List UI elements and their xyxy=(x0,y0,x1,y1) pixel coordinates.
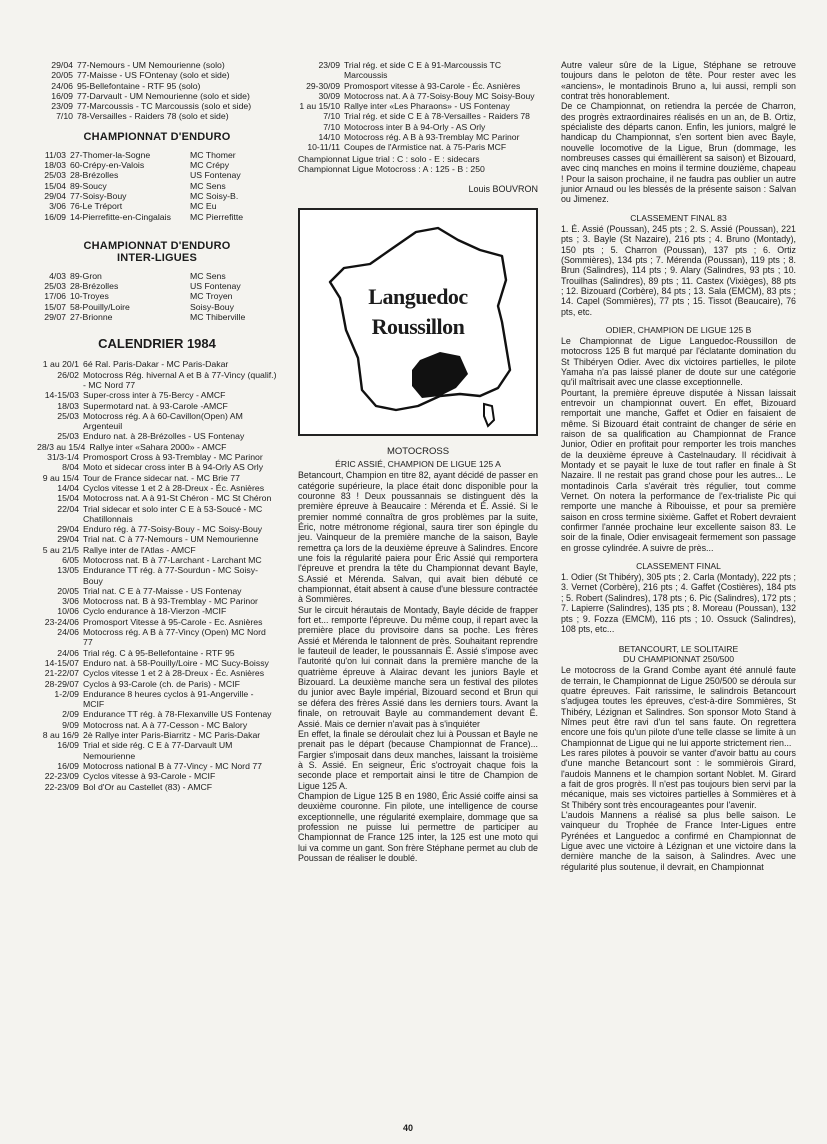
row-text: 77-Darvault - UM Nemourienne (solo et side) xyxy=(77,90,250,101)
row-event: 77-Soisy-Bouy xyxy=(70,190,127,201)
schedule-row xyxy=(37,534,277,544)
schedule-row xyxy=(37,679,277,689)
row-date: 2/09 xyxy=(62,709,79,720)
row-text: Trial nat. C à 77-Nemours - UM Nemourienne xyxy=(83,534,259,545)
row-date: 29-30/09 xyxy=(306,80,340,91)
row-text: Cyclos à 93-Carole (ch. de Paris) - MCIF xyxy=(83,678,240,689)
row-club: Soisy-Bouy xyxy=(190,301,234,312)
schedule-row xyxy=(37,689,277,710)
schedule-row xyxy=(37,101,277,111)
row-event: 89-Gron xyxy=(70,270,102,281)
betancourt-article xyxy=(561,665,796,872)
legend-note xyxy=(298,154,538,175)
row-date: 15/04 xyxy=(44,180,66,191)
row-date: 6/05 xyxy=(62,554,79,565)
row-date: 16/09 xyxy=(44,211,66,222)
odier-title: ODIER, CHAMPION DE LIGUE 125 B xyxy=(605,324,752,335)
row-date: 10/06 xyxy=(57,606,79,617)
row-text: Endurance 8 heures cyclos à 91-Angerville - MCIF xyxy=(83,688,254,710)
row-text: Promosport Cross à 93-Tremblay - MC Parinor xyxy=(83,452,263,463)
row-date: 10-11/11 xyxy=(307,142,340,153)
schedule-row xyxy=(37,617,277,627)
row-date: 29/04 xyxy=(57,534,79,545)
betancourt-paragraph: Le motocross de la Grand Combe ayant été annulé faute de terrain, le Championnat de Ligue 250/500 se déroula sur quatre épreuves. Fait rarissime, le salindrois Betancourt s'adjugea toutes les épreuves, c'est-à-dire Sommières, St Thibéry, Lézignan et Salindres. Son sponsor Moto Stand à Nîmes peut être ravi d'un tel sans faute. On regrettera encore une fois qu'un pilote d'une telle classe se limite à un Championnat de Ligue qui ne lui apporte strictement rien... xyxy=(561,665,796,748)
row-date: 23/09 xyxy=(318,60,340,70)
inter-ligues-schedule-list xyxy=(37,271,277,322)
row-club: US Fontenay xyxy=(190,170,241,181)
row-date: 5 au 21/5 xyxy=(42,544,79,555)
schedule-row xyxy=(37,782,277,792)
schedule-row xyxy=(37,201,277,211)
row-date: 29/04 xyxy=(44,190,66,201)
row-date: 23/09 xyxy=(51,101,73,112)
page-number: 40 xyxy=(403,1123,414,1133)
schedule-row xyxy=(37,60,277,70)
row-text: Supermotard nat. à 93-Carole -AMCF xyxy=(83,400,228,411)
row-date: 14-15/07 xyxy=(44,657,79,668)
row-date: 7/10 xyxy=(323,121,340,132)
schedule-row xyxy=(37,359,277,369)
row-text: Trial et side rég. C E à 77-Darvault UM Nemourienne xyxy=(83,740,233,761)
row-text: Promosport Vitesse à 95-Carole - Ec. Asnières xyxy=(83,616,263,627)
schedule-row xyxy=(37,70,277,80)
author-signature: Louis BOUVRON xyxy=(468,184,538,195)
row-text: Enduro rég. à 77-Soisy-Bouy - MC Soisy-Bouy xyxy=(83,524,263,535)
row-text: Moto et sidecar cross inter B à 94-Orly AS Orly xyxy=(83,462,264,473)
intro-paragraph: De ce Championnat, on retiendra la percée de Charron, des progrès extraordinaires réalisés en un an, de B. Ortiz, spécialiste des départs canon. Enfin, les juniors, malgré le handicap du Championnat, s'en sortent bien avec Bayle, nouvelle locomotive de la Ligue, Brun (dommage, les nombreuses casses qui émaillèrent sa saison) et Bizouard, avec cinq manches en moins il termine douzième, chapeau ! Pour la saison prochaine, il ne faudra pas oublier un autre junior Arnaud ou les blessés de la présente saison : Salvan ou Jimenez. xyxy=(561,101,796,205)
row-text: Endurance TT rég. à 78-Flexanville US Fontenay xyxy=(83,709,272,720)
row-event: 76-Le Tréport xyxy=(70,201,123,212)
row-text: Motocross nat. B à 77-Larchant - Larchant MC xyxy=(83,554,262,565)
schedule-row xyxy=(37,411,277,432)
row-date: 14/04 xyxy=(57,482,79,493)
schedule-row xyxy=(37,606,277,616)
row-text: 77-Nemours - UM Nemourienne (solo) xyxy=(77,60,225,70)
schedule-row xyxy=(298,60,538,81)
row-date: 7/10 xyxy=(56,111,73,122)
row-date: 29/07 xyxy=(44,312,66,323)
schedule-row xyxy=(37,281,277,291)
row-date: 7/10 xyxy=(323,111,340,122)
schedule-row xyxy=(298,111,538,121)
row-text: Bol d'Or au Castellet (83) - AMCF xyxy=(83,781,213,792)
row-date: 22-23/09 xyxy=(44,781,79,792)
schedule-row xyxy=(37,442,277,452)
row-date: 21-22/07 xyxy=(44,668,79,679)
schedule-row xyxy=(37,761,277,771)
row-text: Motocross nat. A à 77-Cesson - MC Balory xyxy=(83,719,248,730)
row-date: 15/04 xyxy=(57,493,79,504)
trial-schedule-list xyxy=(37,60,277,122)
row-text: Trial rég. C à 95-Bellefontaine - RTF 95 xyxy=(83,647,235,658)
legend-note-motocross: Championnat Ligue Motocross : A : 125 - B : 250 xyxy=(298,163,485,174)
row-date: 9/09 xyxy=(62,719,79,730)
row-text: Motocross nat. A à 91-St Chéron - MC St Chéron xyxy=(83,493,272,504)
row-event: 60-Crépy-en-Valois xyxy=(70,160,145,171)
article-subheading: ÉRIC ASSIÉ, CHAMPION DE LIGUE 125 A xyxy=(335,459,501,470)
column-middle xyxy=(298,60,538,863)
inter-title-line1: CHAMPIONNAT D'ENDURO xyxy=(83,239,231,252)
schedule-row xyxy=(37,160,277,170)
schedule-row xyxy=(37,81,277,91)
classement-83-text: 1. É. Assié (Poussan), 245 pts ; 2. S. Assié (Poussan), 221 pts ; 3. Bayle (St Nazaire), 216 pts ; 4. Bruno (Montady), 150 pts ; 5. Charron (Poussan), 137 pts ; 6. Ortiz (Sommières), 134 pts ; 7. Mérenda (Poussan), 119 pts ; 8. Brun (Salindres), 114 pts ; 9. Alary (Salindres, 93 pts ; 10. Trouilhas (Salindres), 89 pts ; 11. Castex (Vixièges), 88 pts ; 12. Bizouard (Corbère), 84 pts ; 13. Sala (EMCM), 83 pts ; 14. Capel (Sommières), 77 pts ; 15. Tissot (Beaucaire), 76 pts, etc. xyxy=(561,223,796,317)
schedule-row xyxy=(37,483,277,493)
row-club: MC Sens xyxy=(190,270,226,281)
map-title-languedoc: Languedoc xyxy=(368,284,468,310)
row-date: 28-29/07 xyxy=(44,678,79,689)
row-event: 58-Pouilly/Loire xyxy=(70,301,130,312)
row-club: MC Crépy xyxy=(190,160,230,171)
row-text: Rallye inter «Les Pharaons» - US Fontenay xyxy=(344,101,510,112)
row-date: 31/3-1/4 xyxy=(47,452,79,463)
schedule-row xyxy=(37,555,277,565)
schedule-row xyxy=(37,271,277,281)
row-text: Cyclos vitesse 1 et 2 à 28-Dreux - Éc. Asnières xyxy=(83,482,265,493)
classement-final-title: CLASSEMENT FINAL xyxy=(636,561,721,572)
article-body xyxy=(298,459,538,863)
betancourt-paragraph: L'audois Mannens a réalisé sa plus belle saison. Le vainqueur du Trophée de France Inter-Ligues entre Pyrénées et Languedoc a confirmé en Championnat de Ligue avec une victoire à Lézignan et une victoire dans la dernière manche de la saison, à Salindres. Avec une régularité plus soutenue, il devrait, en Championnat xyxy=(561,810,796,872)
schedule-row xyxy=(37,493,277,503)
row-date: 11/03 xyxy=(44,149,66,160)
row-text: Trial nat. C E à 77-Maisse - US Fontenay xyxy=(83,585,242,596)
row-date: 16/09 xyxy=(57,740,79,751)
odier-paragraph: Pourtant, la première épreuve disputée à Nissan laissait entrevoir un championnat ouvert. En effet, Bizouard remportait une manche, Gaffet et Odier en faisaient de même. Si Bizouard était contraint de changer de série en raison de sa qualification au Championnat de France Junior, Odier en profitait pour remporter les trois manches de la deuxième épreuve à Castelnaudary. Il récidivait à Montady et se payait le luxe de tout rafler en finale à St Nazaire. Il ne restait pas grand chose pour les autres... Le montadinois Carla s'avérait très régulier, tout comme Vernet. On notera la performance de l'ex-trialiste Pic qui remporte une manche à Ribouisse, et pour sa première saison en cross termine sixième. Gaffet et Robert devraient confirmer l'année prochaine leur excellente saison 83. Le soir de la finale, Odier envisageait fermement son passage en grosse cylindrée. A suivre de près... xyxy=(561,387,796,553)
row-text: 77-Marcoussis - TC Marcoussis (solo et side) xyxy=(77,101,252,112)
row-date: 16/09 xyxy=(51,90,73,101)
row-date: 1 au 20/1 xyxy=(42,359,79,370)
row-date: 30/09 xyxy=(318,90,340,101)
betancourt-paragraph: Les rares pilotes à pouvoir se vanter d'avoir battu au cours d'une manche Betancourt sont : le sommièrois Girard, l'audois Mannens et le champion sortant Noblet. M. Girard a fait de gros progrès. Il n'est pas toujours bien servi par la mécanique, mais ses victoires partielles à Sommières et à St Thibéry sont très encourageantes pour l'avenir. xyxy=(561,747,796,810)
row-date: 24/06 xyxy=(57,627,79,638)
schedule-row xyxy=(37,312,277,322)
schedule-row xyxy=(298,91,538,101)
row-text: Super-cross inter à 75-Bercy - AMCF xyxy=(83,390,226,401)
schedule-row xyxy=(37,720,277,730)
odier-article xyxy=(561,336,796,553)
row-text: Coupes de l'Armistice nat. à 75-Paris MCF xyxy=(344,142,507,153)
article-paragraph: Sur le circuit hérautais de Montady, Bayle décide de frapper fort et... remporte l'épreuve. Du même coup, il repart avec la première place du provisoire dans sa poche. Les frères Assié et Mérenda le talonnent de près. Souhaitant reprendre le fauteuil de leader, le poussannais É. Assié s'impose avec l'autorité qu'on lui connait dans la première manche de la quatrième épreuve à Alairac devant les juniors Bayle et Bizouard. La deuxième manche sera un festival des pilotes du junior avec Bayle impérial, Bizouard second et Brun qui se défera des frères Assié dans les derniers tours. Avant la finale, on retrouvait Bayle au commandement devant É. Assié. Mais ce dernier n'avait pas à s'inquiéter xyxy=(298,604,538,729)
row-club: US Fontenay xyxy=(190,281,241,292)
row-club: MC Eu xyxy=(190,201,217,212)
row-date: 24/06 xyxy=(51,80,73,91)
row-club: MC Troyen xyxy=(190,291,233,302)
row-date: 13/05 xyxy=(57,565,79,576)
schedule-row xyxy=(37,658,277,668)
calendar-list xyxy=(37,359,277,791)
betancourt-title-line1: BETANCOURT, LE SOLITAIRE xyxy=(618,644,739,655)
intro-paragraph: Autre valeur sûre de la Ligue, Stéphane se retrouve toujours dans le peloton de tête. Pour rester avec les «anciens», le montadinois Bruno a, lui aussi, rempli son contrat très honorablement. xyxy=(561,60,796,102)
row-event: 14-Pierrefitte-en-Cingalais xyxy=(70,211,171,222)
row-date: 20/05 xyxy=(57,585,79,596)
row-event: 28-Brézolles xyxy=(70,170,119,181)
schedule-row xyxy=(37,730,277,740)
row-text: 77-Maisse - US FOntenay (solo et side) xyxy=(77,70,230,81)
schedule-row xyxy=(298,132,538,142)
row-date: 9 au 15/4 xyxy=(42,472,79,483)
row-text: Motocross nat. A à 77-Soisy-Bouy MC Soisy-Bouy xyxy=(344,90,535,101)
row-date: 25/03 xyxy=(44,170,66,181)
row-text: Endurance TT rég. à 77-Sourdun - MC Soisy-Bouy xyxy=(83,565,258,586)
row-date: 24/06 xyxy=(57,647,79,658)
schedule-row xyxy=(37,181,277,191)
schedule-row xyxy=(37,191,277,201)
row-date: 20/05 xyxy=(51,70,73,81)
schedule-row xyxy=(37,709,277,719)
row-text: Tour de France sidecar nat. - MC Brie 77 xyxy=(83,472,240,483)
enduro-title: CHAMPIONNAT D'ENDURO xyxy=(83,130,231,143)
schedule-row xyxy=(37,596,277,606)
schedule-row xyxy=(37,170,277,180)
row-date: 1 au 15/10 xyxy=(299,101,340,112)
classement-83-title: CLASSEMENT FINAL 83 xyxy=(630,212,727,223)
row-date: 22/04 xyxy=(57,503,79,514)
row-text: Promosport vitesse à 93-Carole - Éc. Asnières xyxy=(344,80,521,91)
inter-title-line2: INTER-LIGUES xyxy=(116,251,197,264)
row-text: Trial sidecar et solo inter C E à 53-Soucé - MC Chatillonnais xyxy=(83,503,263,524)
schedule-row xyxy=(37,401,277,411)
row-text: Motocross nat. B à 93-Tremblay - MC Parinor xyxy=(83,596,258,607)
row-club: MC Pierrefitte xyxy=(190,211,244,222)
row-date: 8/04 xyxy=(62,462,79,473)
row-text: 78-Versailles - Raiders 78 (solo et side) xyxy=(77,111,229,122)
schedule-row xyxy=(37,150,277,160)
schedule-row xyxy=(37,586,277,596)
row-event: 89-Soucy xyxy=(70,180,107,191)
row-club: MC Soisy-B. xyxy=(190,190,239,201)
intro-text xyxy=(561,60,796,205)
betancourt-title xyxy=(561,644,796,664)
row-club: MC Thomer xyxy=(190,149,236,160)
row-date: 14-15/03 xyxy=(44,390,79,401)
schedule-row xyxy=(37,452,277,462)
row-club: MC Sens xyxy=(190,180,226,191)
row-text: 2è Rallye inter Paris-Biarritz - MC Paris-Dakar xyxy=(83,730,261,741)
row-text: Cyclos vitesse 1 et 2 à 28-Dreux - Éc. Asnières xyxy=(83,668,265,679)
row-date: 17/06 xyxy=(44,291,66,302)
row-text: Enduro nat. à 28-Brézolles - US Fontenay xyxy=(83,431,245,442)
row-date: 25/03 xyxy=(57,431,79,442)
row-date: 18/03 xyxy=(57,400,79,411)
row-text: Motocross inter B à 94-Orly - AS Orly xyxy=(344,121,486,132)
row-date: 15/07 xyxy=(44,301,66,312)
row-date: 16/09 xyxy=(57,760,79,771)
classement-final-text: 1. Odier (St Thibéry), 305 pts ; 2. Carla (Montady), 222 pts ; 3. Vernet (Corbère), 216 pts ; 4. Gaffet (Costières), 184 pts ; 5. Robert (Salindres), 178 pts ; 6. Pic (Salindres), 172 pts ; 7. Lapierre (Salindres), 135 pts ; 8. Moreau (Poussan), 132 pts ; 9. Fozza (EMCM), 116 pts ; 10. Ossuck (Salindres), 108 pts, etc... xyxy=(561,572,796,634)
article-paragraph: Betancourt, Champion en titre 82, ayant décidé de passer en catégorie supérieure, la place était donc disponible pour la couronne 83 ! Deux poussannais se distinguent dès la première épreuve à Beaucaire : Mérenda et É. Assié. Si le premier nommé connaîtra de gros problèmes par la suite, Éric, notre métronome régional, saura tirer son épingle du jeu. Vainqueur de la première manche de la saison, Bayle remettra ça lors de la deuxième épreuve à Salindres. Encore une fois la régularité paiera pour Éric Assié qui remportera l'épreuve et prendra la tête du Championnat devant Bayle, S.Assié et Mérenda. Salvan, qui avait bien débuté ce championnat, était absent à cause d'une blessure contractée à Sommières. xyxy=(298,470,538,605)
row-text: Motocross rég. A B à 77-Vincy (Open) MC Nord 77 xyxy=(83,627,266,648)
row-event: 28-Brézolles xyxy=(70,281,119,292)
schedule-row xyxy=(37,524,277,534)
schedule-row xyxy=(37,771,277,781)
schedule-row xyxy=(37,668,277,678)
schedule-row xyxy=(37,302,277,312)
column-left xyxy=(37,60,277,792)
schedule-row xyxy=(298,142,538,152)
row-text: Cyclos vitesse à 93-Carole - MCIF xyxy=(83,771,216,782)
schedule-row xyxy=(37,648,277,658)
schedule-row xyxy=(37,431,277,441)
row-date: 18/03 xyxy=(44,160,66,171)
schedule-row xyxy=(37,627,277,648)
article-paragraph: Champion de Ligue 125 B en 1980, Éric Assié coiffe ainsi sa deuxième couronne. Fin pilote, une intelligence de course exceptionnelle, une régularité exemplaire, dommage que sa profession ne puisse lui permettre de participer au Championnat de France 125 inter, la 125 est une moto qui lui va comme un gant. Son frère Stéphane permet au club de Poussan de réaliser le doublé. xyxy=(298,790,538,863)
schedule-row xyxy=(37,565,277,586)
row-text: 95-Bellefontaine - RTF 95 (solo) xyxy=(77,80,201,91)
row-event: 27-Thomer-la-Sogne xyxy=(70,149,151,160)
schedule-row xyxy=(37,111,277,121)
row-text: Motocross rég. A B à 93-Tremblay MC Parinor xyxy=(344,132,520,143)
row-date: 29/04 xyxy=(51,60,73,70)
schedule-row xyxy=(37,504,277,525)
row-date: 8 au 16/9 xyxy=(42,730,79,741)
row-club: MC Thiberville xyxy=(190,312,246,323)
row-text: Trial rég. et side C E à 78-Versailles - Raiders 78 xyxy=(344,111,530,122)
row-text: 6é Ral. Paris-Dakar - MC Paris-Dakar xyxy=(83,359,229,370)
schedule-row xyxy=(298,122,538,132)
row-date: 28/3 au 15/4 xyxy=(37,441,86,452)
row-text: Motocross Rég. hivernal A et B à 77-Vincy (qualif.) - MC Nord 77 xyxy=(83,369,277,390)
calendar-continued-list xyxy=(298,60,538,153)
schedule-row xyxy=(298,101,538,111)
inter-ligues-title xyxy=(37,240,277,264)
schedule-row xyxy=(298,81,538,91)
row-text: Enduro nat. à 58-Pouilly/Loire - MC Sucy-Boissy xyxy=(83,657,269,668)
row-date: 26/02 xyxy=(57,369,79,380)
enduro-schedule-list xyxy=(37,150,277,222)
odier-paragraph: Le Championnat de Ligue Languedoc-Roussillon de motocross 125 B fut marqué par l'éclatante domination du St Thibéryen Odier. Avec dix victoires partielles, le pilote Yamaha n'a pas laissé planer de doute sur une catégorie qu'il maîtrisait avec une classe exceptionnelle. xyxy=(561,335,796,388)
schedule-row xyxy=(37,212,277,222)
row-text: Rallye inter «Sahara 2000» - AMCF xyxy=(89,441,227,452)
row-text: Motocross rég. A à 60-Cavillon(Open) AM Argenteuil xyxy=(83,410,243,432)
row-text: Trial rég. et side C E à 91-Marcoussis TC Marcoussis xyxy=(344,60,502,81)
betancourt-title-line2: DU CHAMPIONNAT 250/500 xyxy=(623,654,734,665)
row-text: Cyclo endurance à 18-Vierzon -MCIF xyxy=(83,606,227,617)
legend-note-trial: Championnat Ligue trial : C : solo - E : sidecars xyxy=(298,153,480,164)
row-date: 3/06 xyxy=(62,596,79,607)
schedule-row xyxy=(37,370,277,391)
map-title-roussillon: Roussillon xyxy=(371,314,465,340)
row-date: 1-2/09 xyxy=(54,688,79,699)
row-text: Rallye inter de l'Atlas - AMCF xyxy=(83,544,196,555)
row-date: 22-23/09 xyxy=(44,771,79,782)
row-event: 27-Brionne xyxy=(70,312,113,323)
schedule-row xyxy=(37,291,277,301)
article-paragraph: En effet, la finale se déroulait chez lui à Poussan et Bayle ne prenait pas le départ (because Championnat de France)... Fargier s'imposait dans deux manches, laissant la troisième à S. Assié. En seigneur, Éric s'octroyait chaque fois la seconde place et remportait ainsi le titre de Champion de Ligue 125 A. xyxy=(298,728,538,791)
corsica-shape xyxy=(484,404,494,426)
row-event: 10-Troyes xyxy=(70,291,109,302)
schedule-row xyxy=(37,462,277,472)
schedule-row xyxy=(37,545,277,555)
row-date: 25/03 xyxy=(44,281,66,292)
row-date: 3/06 xyxy=(49,201,66,212)
calendar-title: CALENDRIER 1984 xyxy=(98,336,216,352)
article-heading: MOTOCROSS xyxy=(386,446,450,458)
schedule-row xyxy=(37,390,277,400)
row-date: 29/04 xyxy=(57,524,79,535)
schedule-row xyxy=(37,91,277,101)
row-date: 25/03 xyxy=(57,410,79,421)
row-date: 23-24/06 xyxy=(44,616,79,627)
schedule-row xyxy=(37,473,277,483)
row-date: 14/10 xyxy=(318,132,340,143)
schedule-row xyxy=(37,740,277,761)
column-right xyxy=(561,60,796,872)
row-text: Motocross national B à 77-Vincy - MC Nord 77 xyxy=(83,760,262,771)
row-date: 4/03 xyxy=(49,270,66,281)
region-map xyxy=(298,208,538,436)
